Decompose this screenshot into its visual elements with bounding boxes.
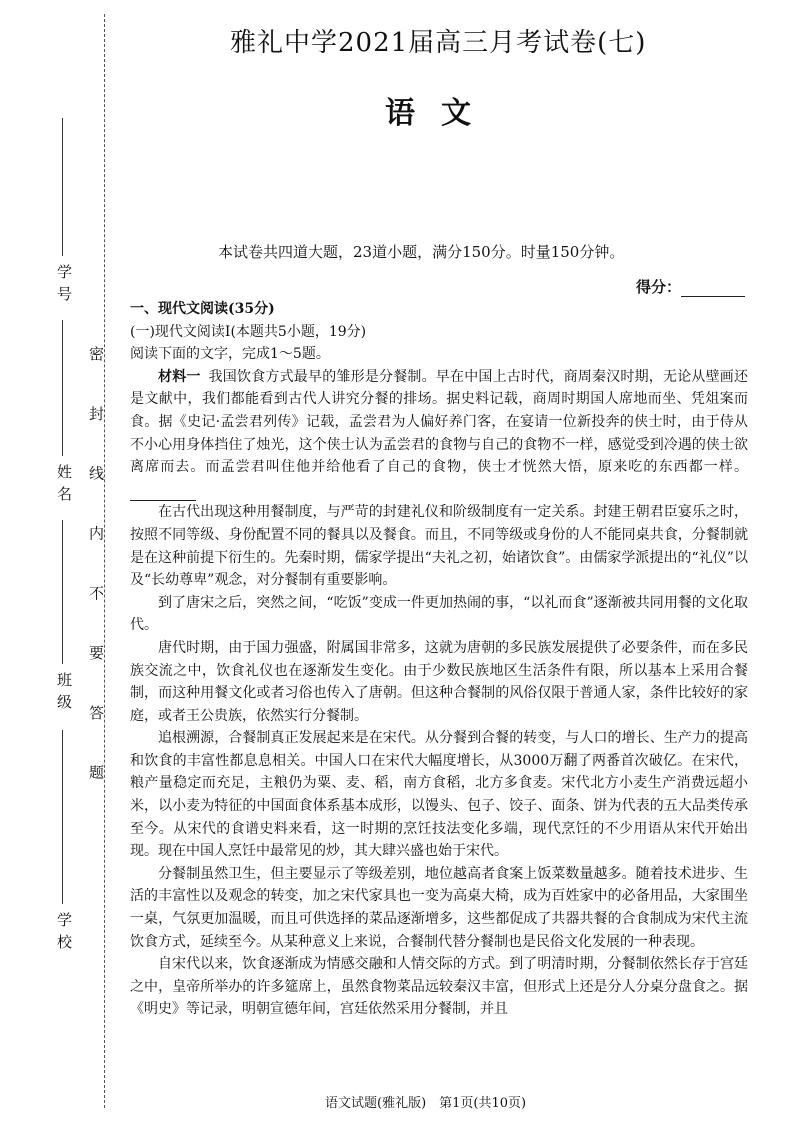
paragraph: 到了唐宋之后，突然之间，“吃饭”变成一件更加热闹的事，“以礼而食”逐渐被共同用餐的文化取代。 xyxy=(130,594,748,634)
score-box xyxy=(636,276,745,297)
material-text: 我国饮食方式最早的雏形是分餐制。早在中国上古时代，商周秦汉时期，无论从壁画还是文献中，我们都能看到古代人讲究分餐的排场。据史料记载，商周时期国人席地而坐、凭俎案而食。据《史记·孟尝君列传》记载，孟尝君为人偏好养门客，在宴请一位新投奔的侠士时，由于侍从不小心用身体挡住了烛光，这个侠士认为孟尝君的食物与自己的食物不一样，感觉受到冷遇的侠士欲离席而去。而孟尝君叫住他并给他看了自己的食物，侠士才恍然大悟，原来吃的东西都一样。 xyxy=(130,368,749,476)
paragraph: 追根溯源，合餐制真正发展起来是在宋代。从分餐到合餐的转变，与人口的增长、生产力的提高和饮食的丰富性都息息相关。中国人口在宋代大幅度增长，从3000万翻了两番首次破亿。在宋代，粮产量稳定而充足，主粮仍为粟、麦、稻，南方食稻，北方多食麦。宋代北方小麦生产消费远超小米，以小麦为特征的中国面食体系基本成形，以馒头、包子、饺子、面条、饼为代表的五大品类传承至今。从宋代的食谱史料来看，这一时期的烹饪技法变化多端，现代烹饪的不少用语从宋代开始出现。现在中国人烹饪中最常见的炒，其大肆兴盛也始于宋代。 xyxy=(130,730,748,860)
name-label: 姓 名 xyxy=(55,464,73,502)
paragraph: 在古代出现这种用餐制度，与严苛的封建礼仪和阶级制度有一定关系。封建王朝君臣宴乐之时，按照不同等级、身份配置不同的餐具以及餐食。而且，不同等级或身份的人不能同桌共食，分餐制就是在这种前提下衍生的。先秦时期，儒家学提出“夫礼之初，始诸饮食”。由儒家学派提出的“礼仪”以及“长幼尊卑”观念，对分餐制有重要影响。 xyxy=(130,504,748,589)
page-footer: 语文试题(雅礼版) 第1页(共10页) xyxy=(325,1096,527,1111)
score-blank[interactable] xyxy=(681,282,745,297)
student-id-field[interactable] xyxy=(62,118,63,256)
seal-line-notice: 密 封 线 内 不 要 答 题 xyxy=(87,346,105,800)
school-label: 学 校 xyxy=(55,912,73,950)
student-id-label: 学 号 xyxy=(55,264,73,302)
exam-page xyxy=(130,0,780,1122)
name-field[interactable] xyxy=(62,320,63,456)
material-first-paragraph xyxy=(130,366,748,502)
paragraph: 唐代时期，由于国力强盛，附属国非常多，这就为唐朝的多民族发展提供了必要条件，而在多民族交流之中，饮食礼仪也在逐渐发生变化。由于少数民族地区生活条件有限，所以基本上采用合餐制，而这种用餐文化或者习俗也传入了唐朝。但这种合餐制的风俗仅限于普通人家，条件比较好的家庭，或者王公贵族，依然实行分餐制。 xyxy=(130,639,748,724)
section-heading: 一、现代文阅读(35分) xyxy=(130,301,275,317)
school-field[interactable] xyxy=(62,730,63,904)
exam-instructions: 本试卷共四道大题，23道小题，满分150分。时量150分钟。 xyxy=(218,243,625,261)
exam-title: 雅礼中学2021届高三月考试卷(七) xyxy=(230,28,647,58)
binding-margin xyxy=(0,0,118,1122)
class-label: 班 级 xyxy=(55,672,73,710)
reading-section xyxy=(130,298,748,1021)
material-label: 材料一 xyxy=(158,368,201,385)
section-subheading: (一)现代文阅读Ⅰ(本题共5小题，19分) xyxy=(130,323,367,340)
paragraph: 分餐制虽然卫生，但主要显示了等级差别，地位越高者食案上饭菜数量越多。随着技术进步、生活的丰富性以及观念的转变，加之宋代家具也一变为高桌大椅，成为百姓家中的必备用品，大家围坐一桌，气氛更加温暖，而且可供选择的菜品逐渐增多，这些都促成了共器共餐的合食制成为宋代主流饮食方式，延续至今。从某种意义上来说，合餐制代替分餐制也是民俗文化发展的一种表现。 xyxy=(130,865,748,950)
section-directive: 阅读下面的文字，完成1～5题。 xyxy=(130,346,330,363)
score-label: 得分： xyxy=(636,278,682,296)
class-field[interactable] xyxy=(62,520,63,664)
paragraph: 自宋代以来，饮食逐渐成为情感交融和人情交际的方式。到了明清时期，分餐制依然长存于宫廷之中，皇帝所举办的许多筵席上，虽然食物菜品远较秦汉丰富，但形式上还是分人分桌分盘食之。据《明史》等记录，明朝宣德年间，宫廷依然采用分餐制，并且 xyxy=(130,956,748,1018)
answer-blank[interactable] xyxy=(130,486,196,501)
subject-title: 语文 xyxy=(385,96,497,131)
